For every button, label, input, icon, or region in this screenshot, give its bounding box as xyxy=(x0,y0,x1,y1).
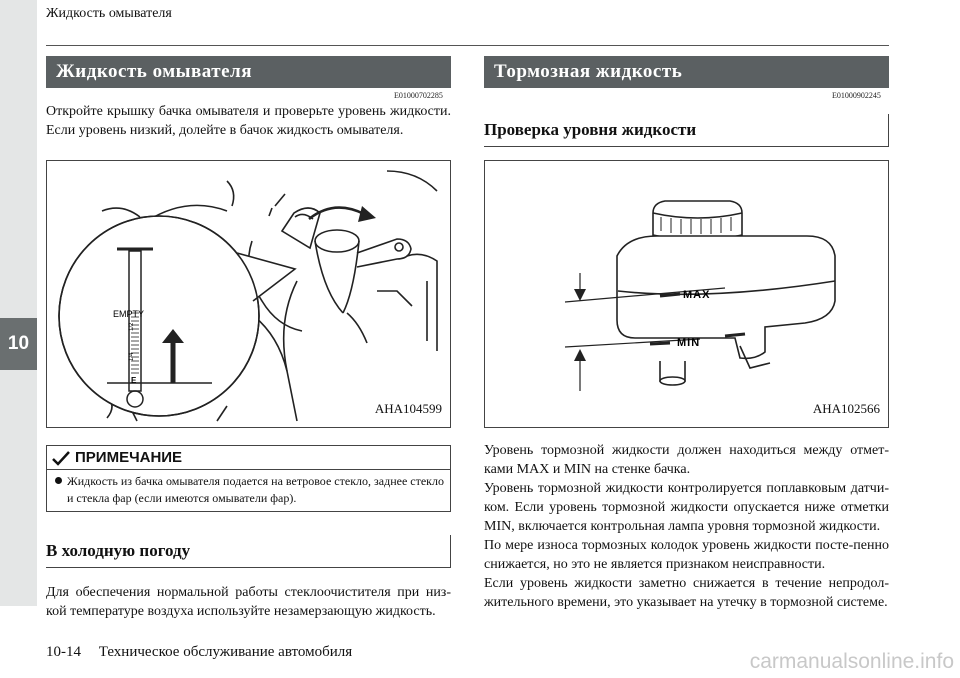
washer-reservoir-illustration xyxy=(47,161,450,427)
cold-weather-text: Для обеспечения нормальной работы стеклоочистителя при низ-кой температуре воздуха используйте незамерзающую жидкость. xyxy=(46,585,451,619)
gauge-empty-mark: EMPTY xyxy=(113,309,145,319)
note-text: Жидкость из бачка омывателя подается на ветровое стекло, заднее стекло и стекла фар (если имеются омыватели фар). xyxy=(67,474,444,505)
pencil-check-icon xyxy=(51,450,71,466)
bullet-icon xyxy=(55,477,62,484)
chapter-tab: 10 xyxy=(0,318,37,370)
brake-section-code: E01000902245 xyxy=(832,91,881,100)
brake-paragraph: Уровень тормозной жидкости контролируется поплавковым датчи-ком. Если уровень тормозной жидкости опускается ниже отметки MIN, включается контрольная лампа уровня тормозной жидкости. xyxy=(484,481,889,534)
max-mark: MAX xyxy=(683,289,711,301)
running-header: Жидкость омывателя xyxy=(46,6,172,21)
min-mark: MIN xyxy=(677,337,701,349)
brake-check-rule-end xyxy=(888,114,889,147)
page-number: 10-14 xyxy=(46,644,81,660)
washer-intro-text: Откройте крышку бачка омывателя и проверьте уровень жидкости. Если уровень низкий, долейте в бачок жидкость омывателя. xyxy=(46,104,451,138)
brake-paragraph: Уровень тормозной жидкости должен находиться между отмет-ками MAX и MIN на стенке бачка. xyxy=(484,443,889,477)
brake-paragraph: По мере износа тормозных колодок уровень жидкости посте-пенно снижается, но это не является признаком неисправности. xyxy=(484,538,889,572)
gauge-half-mark: 1/2 xyxy=(129,322,135,331)
watermark: carmanualsonline.info xyxy=(749,650,954,673)
footer-chapter-title: Техническое обслуживание автомобиля xyxy=(98,644,353,660)
gauge-e-mark: E xyxy=(131,376,137,385)
washer-section-code: E01000702285 xyxy=(394,91,443,100)
washer-section-title: Жидкость омывателя xyxy=(46,56,451,88)
brake-text xyxy=(484,441,889,612)
page-footer xyxy=(46,644,366,661)
header-rule xyxy=(46,45,889,46)
note-header xyxy=(47,446,450,470)
washer-figure xyxy=(46,160,451,428)
side-strip xyxy=(0,0,37,606)
brake-paragraph: Если уровень жидкости заметно снижается в течение непродол-жительного времени, это указывает на утечку в тормозной системе. xyxy=(484,576,889,610)
note-body xyxy=(47,470,450,507)
washer-figure-label: AHA104599 xyxy=(374,401,442,416)
note-title: ПРИМЕЧАНИЕ xyxy=(75,449,183,466)
brake-figure xyxy=(484,160,889,428)
brake-check-heading: Проверка уровня жидкости xyxy=(484,120,697,139)
gauge-quarter-mark: 1/4 xyxy=(129,352,135,361)
brake-section-title: Тормозная жидкость xyxy=(484,56,889,88)
brake-reservoir-illustration xyxy=(485,161,888,427)
brake-check-rule xyxy=(484,146,889,147)
cold-weather-heading: В холодную погоду xyxy=(46,541,191,560)
note-box xyxy=(46,445,451,512)
brake-figure-label: AHA102566 xyxy=(812,401,880,416)
cold-weather-rule-end xyxy=(450,535,451,568)
cold-weather-rule xyxy=(46,567,451,568)
